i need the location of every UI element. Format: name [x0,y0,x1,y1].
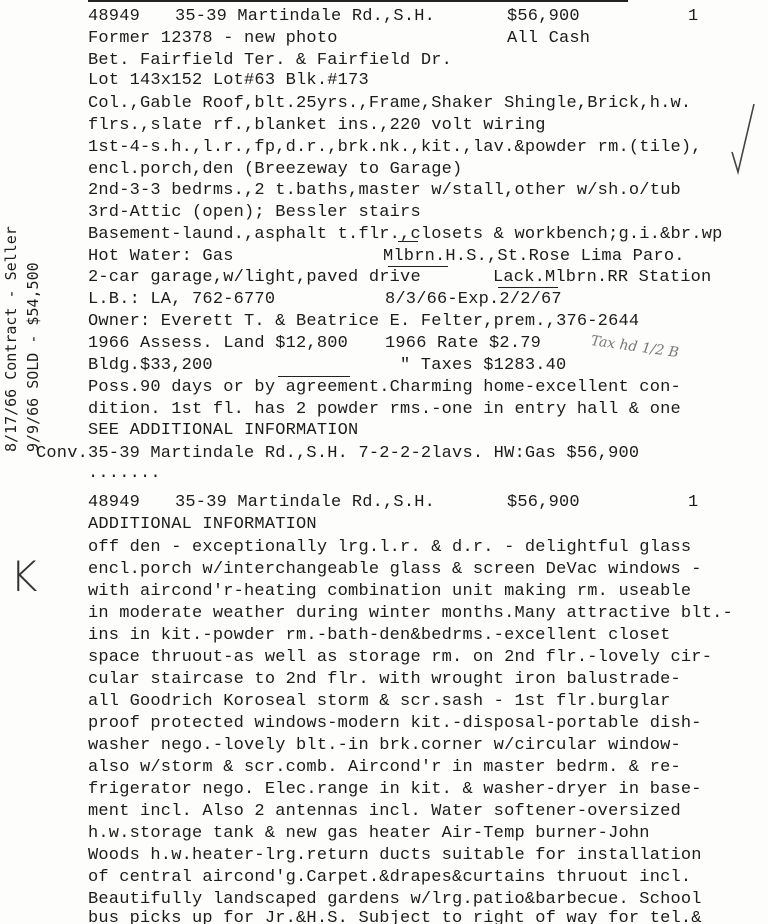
lot-line: Lot 143x152 Lot#63 Blk.#173 [88,71,369,90]
owner-line: Owner: Everett T. & Beatrice E. Felter,prem.,376-2644 [88,312,640,331]
assessment-land-line: 1966 Assess. Land $12,800 [88,334,349,353]
listing-broker-line: L.B.: LA, 762-6770 [88,290,276,309]
card-top-edge [88,0,628,2]
checkmark-icon [728,100,758,178]
first-floor-line: 1st-4-s.h.,l.r.,fp,d.r.,brk.nk.,kit.,lav.&powder rm.(tile), [88,138,702,157]
sold-stamp: 9/9/66 SOLD - $54,500 [24,262,42,452]
card-page-number: 1 [688,7,699,26]
handwritten-letter: K [10,552,38,601]
additional-info-heading: ADDITIONAL INFORMATION [88,515,317,534]
terms: All Cash [507,29,591,48]
garage-line: 2-car garage,w/light,paved drive [88,268,421,287]
description-line: in moderate weather during winter months.Many attractive blt.- [88,604,733,623]
description-line: space thruout-as well as storage rm. on 2nd flr.-lovely cir- [88,648,713,667]
construction-line: Col.,Gable Roof,blt.25yrs.,Frame,Shaker Shingle,Brick,h.w. [88,94,692,113]
underline-mark [498,287,558,288]
listing-number-2: 48949 [88,493,141,512]
second-floor-line: 2nd-3-3 bedrms.,2 t.baths,master w/stall,other w/sh.o/tub [88,181,681,200]
underline-mark [398,241,418,242]
listing-address: 35-39 Martindale Rd.,S.H. [175,7,436,26]
description-line: frigerator nego. Elec.range in kit. & washer-dryer in base- [88,780,702,799]
summary-line: 35-39 Martindale Rd.,S.H. 7-2-2-2lavs. HW:Gas $56,900 [88,444,640,463]
third-floor-line: 3rd-Attic (open); Bessler stairs [88,203,421,222]
contract-stamp: 8/17/66 Contract - Seller [2,226,20,452]
listing-dates: 8/3/66-Exp.2/2/67 [385,290,562,309]
description-line: all Goodrich Koroseal storm & scr.sash - 1st flr.burglar [88,692,671,711]
description-line: cular staircase to 2nd flr. with wrought iron balustrade- [88,670,681,689]
listing-number: 48949 [88,7,141,26]
assessment-building-line: Bldg.$33,200 [88,356,213,375]
schools: Mlbrn.H.S.,St.Rose Lima Paro. [383,247,685,266]
description-line: ment incl. Also 2 antennas incl. Water softener-oversized [88,802,681,821]
see-additional-line: SEE ADDITIONAL INFORMATION [88,421,359,440]
first-floor-line-2: encl.porch,den (Breezeway to Garage) [88,160,463,179]
description-line: encl.porch w/interchangeable glass & screen DeVac windows - [88,560,702,579]
construction-line-2: flrs.,slate rf.,blanket ins.,220 volt wiring [88,116,546,135]
listing-price-2: $56,900 [507,493,580,512]
description-line: ins in kit.-powder rm.-bath-den&bedrms.-excellent closet [88,626,671,645]
tax-rate: 1966 Rate $2.79 [385,334,542,353]
possession-line: Poss.90 days or by agreement.Charming home-excellent con- [88,378,681,397]
taxes: " Taxes $1283.40 [400,356,567,375]
location-line: Bet. Fairfield Ter. & Fairfield Dr. [88,51,453,70]
handwritten-tax-note: Tax hd 1/2 B [589,333,680,362]
condition-line: dition. 1st fl. has 2 powder rms.-one in entry hall & one [88,400,681,419]
description-line: Woods h.w.heater-lrg.return ducts suitable for installation [88,846,702,865]
description-line: with aircond'r-heating combination unit making rm. useable [88,582,692,601]
description-line: of central aircond'g.Carpet.&drapes&curtains thruout incl. [88,868,692,887]
dotted-separator: ....... [88,464,161,483]
listing-price: $56,900 [507,7,580,26]
description-line: h.w.storage tank & new gas heater Air-Temp burner-John [88,824,650,843]
card-page-number-2: 1 [688,493,699,512]
description-line: washer nego.-lovely blt.-in brk.corner w/circular window- [88,736,681,755]
basement-line: Basement-laund.,asphalt t.flr.,closets & workbench;g.i.&br.wp [88,225,723,244]
former-listing-line: Former 12378 - new photo [88,29,338,48]
station: Lack.Mlbrn.RR Station [493,268,712,287]
description-line: off den - exceptionally lrg.l.r. & d.r. - delightful glass [88,538,692,557]
description-line: Beautifully landscaped gardens w/lrg.patio&barbecue. School [88,890,702,909]
description-line: also w/storm & scr.comb. Aircond'r in master bedrm. & re- [88,758,681,777]
conv-label: Conv. [36,444,89,463]
listing-address-2: 35-39 Martindale Rd.,S.H. [175,493,436,512]
description-line: bus picks up for Jr.&H.S. Subject to right of way for tel.& [88,909,702,924]
hot-water-line: Hot Water: Gas [88,247,234,266]
description-line: proof protected windows-modern kit.-disposal-portable dish- [88,714,702,733]
